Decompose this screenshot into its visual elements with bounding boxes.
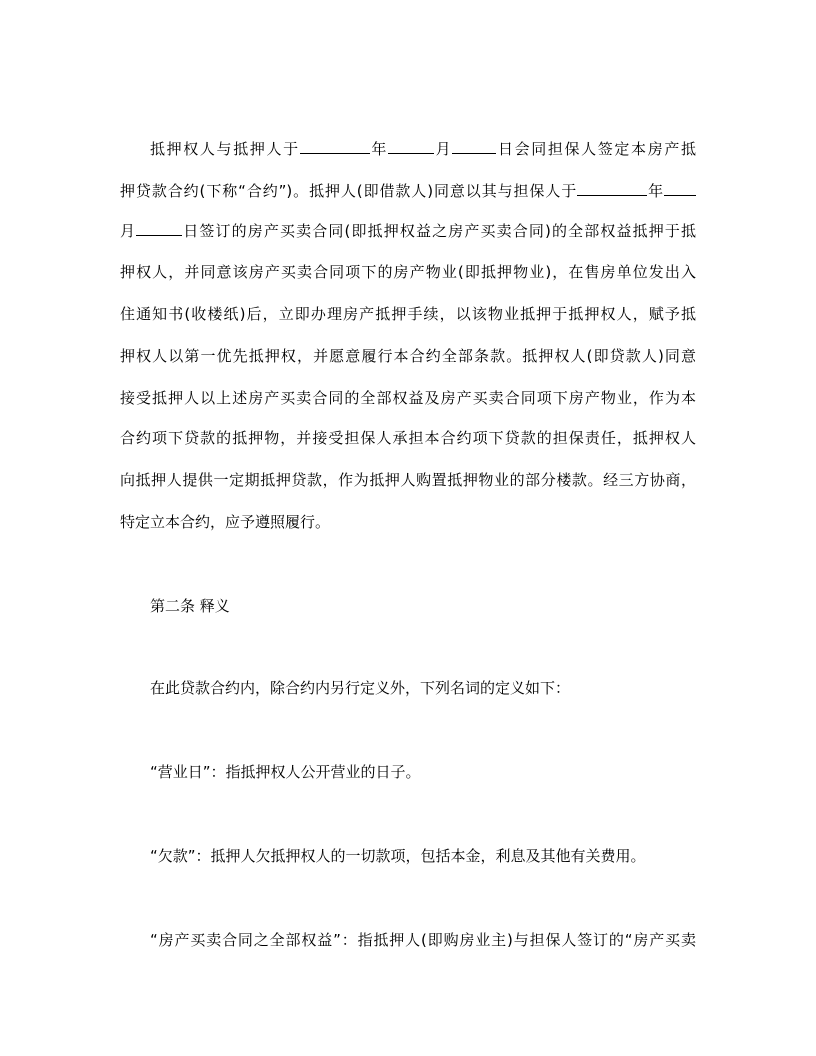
intro-line-2 <box>120 180 696 200</box>
date-blank-day <box>136 220 182 236</box>
date-blank-month <box>664 180 696 196</box>
intro-text: 月 <box>120 222 137 240</box>
intro-line-6: 押权人以第一优先抵押权，并愿意履行本合约全部条款。抵押权人(即贷款人)同意 <box>120 347 696 365</box>
intro-text: 押贷款合约(下称“合约”)。抵押人(即借款人)同意以其与担保人于 <box>120 182 578 200</box>
intro-text: 日会同担保人签定本房产抵 <box>496 140 696 158</box>
intro-line-5: 住通知书(收楼纸)后，立即办理房产抵押手续，以该物业抵押于抵押权人，赋予抵 <box>120 305 696 323</box>
intro-line-8: 合约项下贷款的抵押物，并接受担保人承担本合约项下贷款的担保责任，抵押权人 <box>120 429 696 447</box>
definition-business-day: “营业日”：指抵押权人公开营业的日子。 <box>150 763 421 781</box>
date-blank-day <box>452 138 496 154</box>
definition-contract-rights: “房产买卖合同之全部权益”：指抵押人(即购房业主)与担保人签订的“房产买卖 <box>150 931 696 949</box>
definition-debt: “欠款”：抵押人欠抵押权人的一切款项，包括本金，利息及其他有关费用。 <box>150 847 646 865</box>
intro-text: 年 <box>647 182 664 200</box>
date-blank-year <box>300 138 370 154</box>
date-blank-month <box>388 138 434 154</box>
intro-text: 月 <box>434 140 453 158</box>
intro-line-1 <box>150 138 696 158</box>
intro-text: 抵押权人与抵押人于 <box>150 140 300 158</box>
intro-line-10: 特定立本合约，应予遵照履行。 <box>120 513 331 531</box>
intro-line-9: 向抵押人提供一定期抵押贷款，作为抵押人购置抵押物业的部分楼款。经三方协商， <box>120 471 696 489</box>
intro-text: 日签订的房产买卖合同(即抵押权益之房产买卖合同)的全部权益抵押于抵 <box>182 222 696 240</box>
intro-line-3 <box>120 220 696 240</box>
intro-line-4: 押权人，并同意该房产买卖合同项下的房产物业(即抵押物业)，在售房单位发出入 <box>120 263 696 281</box>
date-blank-year <box>577 180 647 196</box>
definitions-lead: 在此贷款合约内，除合约内另行定义外，下列名词的定义如下： <box>150 679 571 697</box>
intro-text: 年 <box>369 140 389 158</box>
intro-line-7: 接受抵押人以上述房产买卖合同的全部权益及房产买卖合同项下房产物业，作为本 <box>120 389 696 407</box>
article-2-title: 第二条 释义 <box>150 597 230 615</box>
